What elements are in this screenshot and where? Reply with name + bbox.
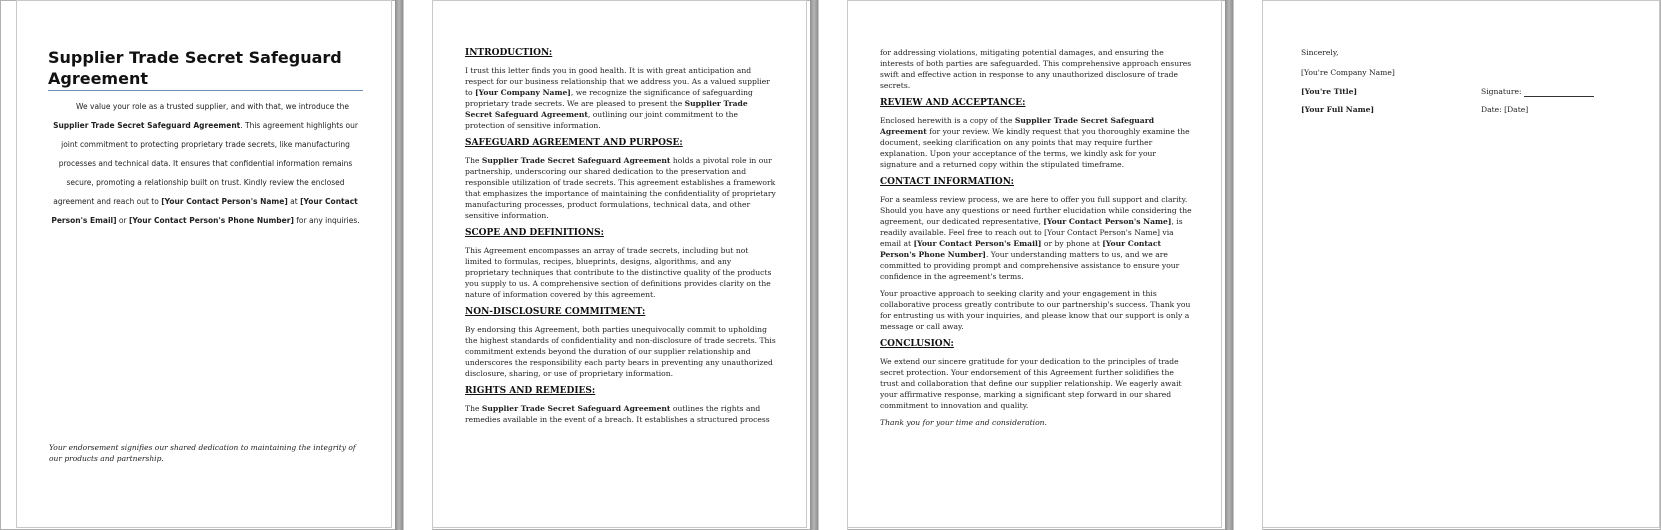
company-name-placeholder: [You're Company Name] bbox=[1301, 68, 1395, 77]
paragraph-rights: The Supplier Trade Secret Safeguard Agreement outlines the rights and remedies available in the event of a breach. It establishes a structured process bbox=[465, 404, 770, 424]
signature-field: Signature: bbox=[1481, 86, 1621, 97]
document-page-1 bbox=[16, 0, 392, 528]
page-separator bbox=[395, 0, 403, 530]
intro-paragraph: We value your role as a trusted supplier, and with that, we introduce the Supplier Trade Secret Safeguard Agreement. This agreement highlights our joint commitment to protecting proprietary trade secrets, like manufacturing processes and technical data. It ensures that confidential information remains secure, promoting a relationship built on trust. Kindly review the enclosed agreement and reach out to [Your Contact Person's Name] at [Your Contact Person's Email] or [Your Contact Person's Phone Number] for any inquiries. bbox=[51, 102, 360, 225]
section-heading-review: REVIEW AND ACCEPTANCE: bbox=[880, 98, 1026, 108]
date-field: Date: [Date] bbox=[1481, 105, 1529, 114]
closing-statement: Your endorsement signifies our shared dedication to maintaining the integrity of our products and partnership. bbox=[49, 443, 356, 463]
page-title: Supplier Trade Secret Safeguard Agreement bbox=[48, 47, 363, 91]
paragraph-proactive: Your proactive approach to seeking clarity and your engagement in this collaborative process greatly contribute to our partnership's success. Thank you for entrusting us with your inquiries, and please know that our support is only a message or call away. bbox=[880, 289, 1191, 331]
section-heading-conclusion: CONCLUSION: bbox=[880, 339, 954, 349]
page-gutter bbox=[818, 0, 848, 530]
paragraph-review: Enclosed herewith is a copy of the Supplier Trade Secret Safeguard Agreement for your review. We kindly request that you thoroughly examine the document, seeking clarification on any points that may require further explanation. Upon your acceptance of the terms, we kindly ask for your signature and a returned copy within the stipulated timeframe. bbox=[880, 116, 1190, 169]
full-name-placeholder: [Your Full Name] bbox=[1301, 105, 1375, 114]
document-page-3 bbox=[847, 0, 1222, 528]
paragraph-rights-continued: for addressing violations, mitigating potential damages, and ensuring the interests of both parties are safeguarded. This comprehensive approach ensures swift and effective action in response to any unauthorized disclosure of trade secrets. bbox=[880, 48, 1192, 90]
section-heading-non-disclosure: NON-DISCLOSURE COMMITMENT: bbox=[465, 307, 646, 317]
page-gutter bbox=[1233, 0, 1263, 530]
paragraph-scope: This Agreement encompasses an array of trade secrets, including but not limited to formulas, recipes, blueprints, designs, algorithms, and any proprietary techniques that contribute to the distinctive quality of the products you supply to us. A comprehensive section of definitions provides clarity on the nature of information covered by this agreement. bbox=[465, 246, 772, 299]
paragraph-conclusion: We extend our sincere gratitude for your dedication to the principles of trade secret protection. Your endorsement of this Agreement further solidifies the trust and collaboration that define our supplier relationship. We eagerly await your affirmative response, marking a significant step forward in our shared commitment to innovation and quality. bbox=[880, 357, 1182, 410]
page-gutter bbox=[403, 0, 433, 530]
section-heading-contact: CONTACT INFORMATION: bbox=[880, 177, 1014, 187]
paragraph-introduction: I trust this letter finds you in good health. It is with great anticipation and respect for our business relationship that we address you. As a valued supplier to [Your Company Name], we recognize the significance of safeguarding proprietary trade secrets. We are pleased to present the Supplier Trade Secret Safeguard Agreement, outlining our joint commitment to the protection of sensitive information. bbox=[465, 66, 770, 130]
title-placeholder: [You're Title] bbox=[1301, 87, 1358, 96]
sincerely-line: Sincerely, bbox=[1301, 48, 1339, 57]
document-page-2 bbox=[432, 0, 807, 528]
page-separator bbox=[1225, 0, 1233, 530]
page-separator bbox=[810, 0, 818, 530]
section-heading-purpose: SAFEGUARD AGREEMENT AND PURPOSE: bbox=[465, 138, 683, 148]
thank-you-line: Thank you for your time and consideration. bbox=[880, 418, 1047, 427]
paragraph-non-disclosure: By endorsing this Agreement, both parties unequivocally commit to upholding the highest standards of confidentiality and non-disclosure of trade secrets. This commitment extends beyond the duration of our supplier relationship and underscores the responsibility each party bears in preventing any unauthorized disclosure, sharing, or use of proprietary information. bbox=[465, 325, 776, 378]
section-heading-rights: RIGHTS AND REMEDIES: bbox=[465, 386, 596, 396]
signature-line bbox=[1524, 88, 1594, 97]
paragraph-contact: For a seamless review process, we are here to offer you full support and clarity. Should you have any questions or need further elucidation while considering the agreement, our dedicated representative, [Your Contact Person's Name], is readily available. Feel free to reach out to [Your Contact Person's Name] via email at [Your Contact Person's Email] or by phone at [Your Contact Person's Phone Number]. Your understanding matters to us, and we are committed to providing prompt and comprehensive assistance to ensure your confidence in the agreement's terms. bbox=[880, 195, 1192, 281]
paragraph-purpose: The Supplier Trade Secret Safeguard Agreement holds a pivotal role in our partnership, underscoring our shared dedication to the preservation and responsible utilization of trade secrets. This agreement establishes a framework that emphasizes the importance of maintaining the confidentiality of proprietary manufacturing processes, product formulations, technical data, and other sensitive information. bbox=[465, 156, 776, 220]
section-heading-scope: SCOPE AND DEFINITIONS: bbox=[465, 228, 604, 238]
document-page-4 bbox=[1262, 0, 1660, 528]
section-heading-introduction: INTRODUCTION: bbox=[465, 48, 553, 58]
